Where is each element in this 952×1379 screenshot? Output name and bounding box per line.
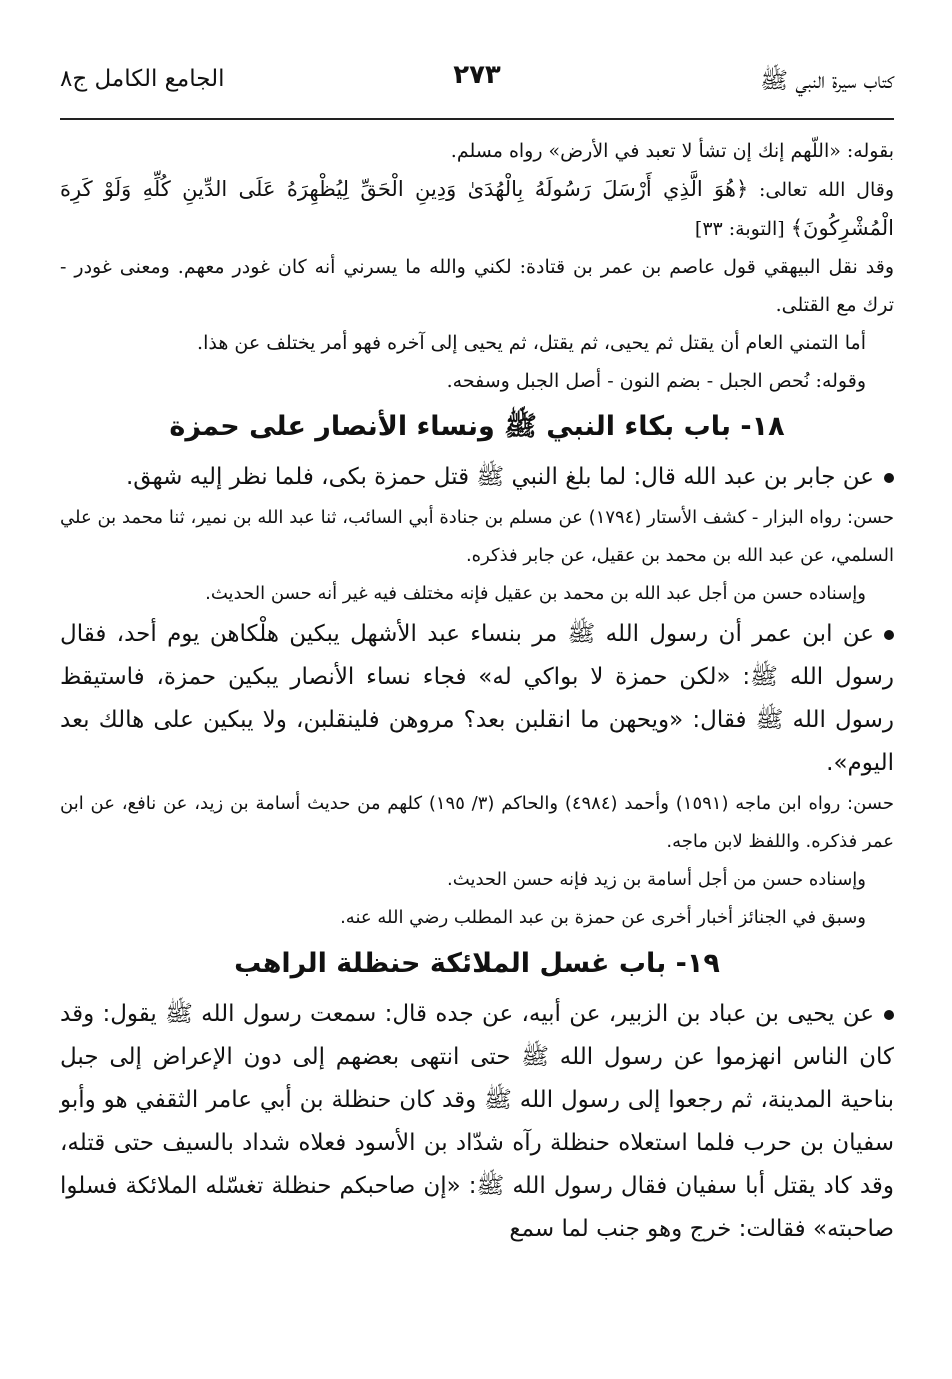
hadith-body: عن جابر بن عبد الله قال: لما بلغ النبي ﷺ قتل حمزة بكى، فلما نظر إليه شهق.: [126, 464, 874, 490]
takhrij-note: حسن: رواه البزار - كشف الأستار (١٧٩٤) عن مسلم بن جنادة أبي السائب، ثنا عبد الله بن نمير، ثنا محمد بن علي السلمي، عن عبد الله بن محمد بن عقيل، عن جابر فذكره.: [60, 507, 895, 566]
page-header: [60, 58, 894, 120]
takhrij-note: وسبق في الجنائز أخبار أخرى عن حمزة بن عبد المطلب رضي الله عنه.: [340, 907, 866, 928]
takhrij-note: وإسناده حسن من أجل أسامة بن زيد فإنه حسن الحديث.: [447, 869, 866, 890]
volume-title: الجامع الكامل ج٨: [60, 66, 225, 92]
page-number: ٢٧٣: [453, 60, 501, 90]
bullet-icon: [884, 630, 894, 640]
hadith-body: عن ابن عمر أن رسول الله ﷺ مر بنساء عبد الأشهل يبكين هلْكاهن يوم أحد، فقال رسول الله ﷺ: «لكن حمزة لا بواكي له» فجاء نساء الأنصار يبكين حمزة، فاستيقظ رسول الله ﷺ فقال: «ويحهن ما انقلبن بعد؟ مروهن فلينقلبن، ولا يبكين على هالك بعد اليوم».: [60, 621, 894, 776]
bullet-icon: [884, 1010, 894, 1020]
takhrij-note: وإسناده حسن من أجل عبد الله بن محمد بن عقيل فإنه مختلف فيه غير أنه حسن الحديث.: [205, 583, 866, 604]
takhrij-note: حسن: رواه ابن ماجه (١٥٩١) وأحمد (٤٩٨٤) والحاكم (٣/ ١٩٥) كلهم من حديث أسامة بن زيد، عن نافع، عن ابن عمر فذكره. واللفظ لابن ماجه.: [60, 793, 894, 852]
paragraph: أما التمني العام أن يقتل ثم يحيى، ثم يقتل، ثم يحيى إلى آخره فهو أمر يختلف عن هذا.: [197, 332, 866, 354]
chapter-heading-18: ١٨- باب بكاء النبي ﷺ ونساء الأنصار على حمزة: [169, 411, 785, 442]
quran-paragraph: [60, 170, 894, 248]
paragraph: بقوله: «اللّهم إنك إن تشأ لا تعبد في الأرض» رواه مسلم.: [450, 140, 894, 162]
hadith-text: [60, 613, 894, 785]
paragraph: وقد نقل البيهقي قول عاصم بن عمر بن قتادة: لكني والله ما يسرني أنه كان غودر معهم. ومعنى غودر - ترك مع القتلى.: [60, 256, 894, 316]
bullet-icon: [884, 473, 894, 483]
paragraph-lead: وقال الله تعالى:: [748, 179, 894, 201]
paragraph: وقوله: نُحص الجبل - بضم النون - أصل الجبل وسفحه.: [446, 370, 866, 392]
hadith-text: [60, 993, 894, 1251]
hadith-body: عن يحيى بن عباد بن الزبير، عن أبيه، عن جده قال: سمعت رسول الله ﷺ يقول: وقد كان الناس انهزموا عن رسول الله ﷺ حتى انتهى بعضهم إلى دون الإعراض إلى جبل بناحية المدينة، ثم رجعوا إلى رسول الله ﷺ وقد كان حنظلة بن أبي عامر الثقفي هو وأبو سفيان بن حرب فلما استعلاه حنظلة رآه شدّاد بن الأسود فعلاه شداد بالسيف حتى قتله، وقد كاد يقتل أبا سفيان فقال رسول الله ﷺ: «إن صاحبكم حنظلة تغسّله الملائكة فسلوا صاحبته» فقالت: خرج وهو جنب لما سمع: [60, 1001, 894, 1242]
book-title: كتاب سيرة النبي ﷺ: [760, 68, 894, 94]
chapter-heading-19: ١٩- باب غسل الملائكة حنظلة الراهب: [234, 948, 720, 979]
verse-reference: [التوبة: ٣٣]: [694, 218, 791, 240]
page-body: [60, 132, 894, 1251]
hadith-text: [60, 456, 894, 499]
quran-verse: ﴿هُوَ الَّذِي أَرْسَلَ رَسُولَهُ بِالْهُدَىٰ وَدِينِ الْحَقِّ لِيُظْهِرَهُ عَلَى الدِّينِ كُلِّهِ وَلَوْ كَرِهَ الْمُشْرِكُونَ﴾: [60, 177, 894, 240]
